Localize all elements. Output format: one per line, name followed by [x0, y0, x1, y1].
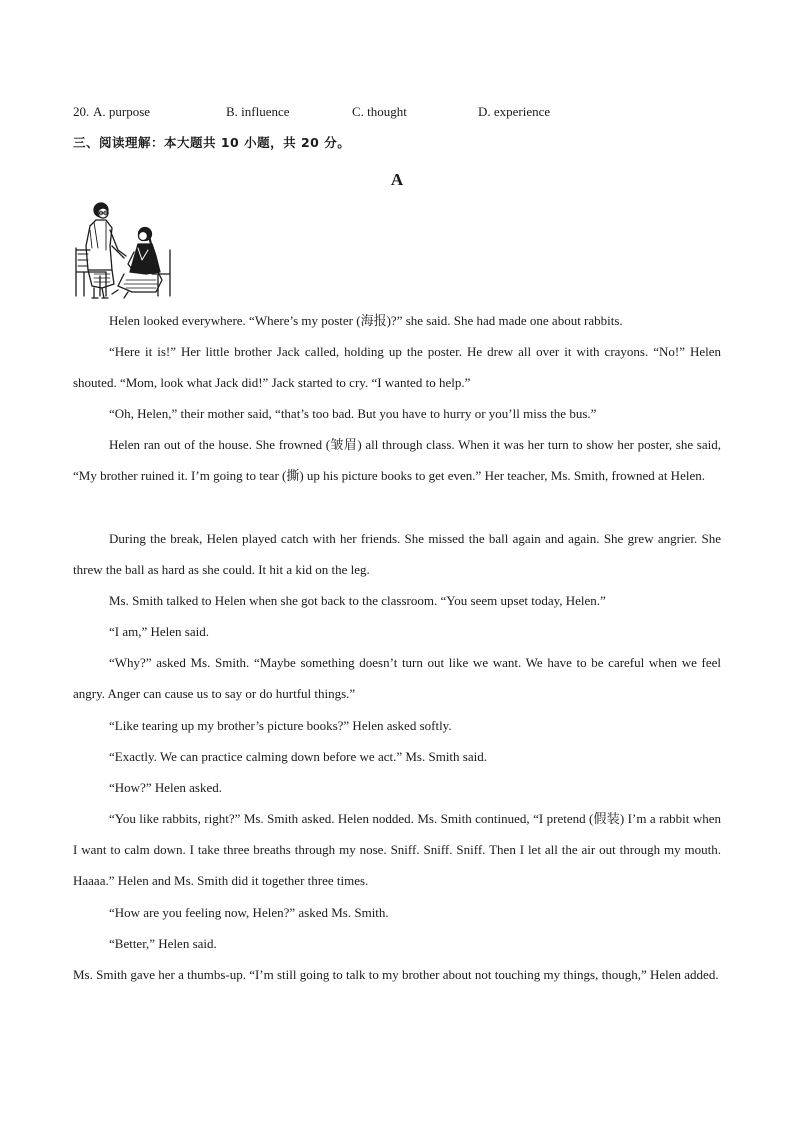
section-heading: 三、阅读理解：本大题共 10 小题，共 20 分。 [73, 135, 351, 150]
paragraph-5: During the break, Helen played catch with her friends. She missed the ball again and again. She grew angrier. She threw the ball as hard as she could. It hit a kid on the leg. [73, 531, 721, 578]
passage-title: A [390, 170, 404, 189]
paragraph-6: Ms. Smith talked to Helen when she got back to the classroom. “You seem upset today, Helen.” [109, 593, 606, 608]
question-20 [73, 103, 733, 121]
paragraph-15: Ms. Smith gave her a thumbs-up. “I’m still going to talk to my brother about not touching my things, though,” Helen added. [73, 967, 719, 982]
paragraph-2: “Here it is!” Her little brother Jack called, holding up the poster. He drew all over it with crayons. “No!” Helen shouted. “Mom, look what Jack did!” Jack started to cry. “I wanted to help.” [73, 344, 721, 391]
paragraph-9: “Like tearing up my brother’s picture books?” Helen asked softly. [109, 718, 452, 733]
teacher-student-illustration [72, 200, 178, 302]
paragraph-7: “I am,” Helen said. [109, 624, 209, 639]
paragraph-11: “How?” Helen asked. [109, 780, 222, 795]
paragraph-12: “You like rabbits, right?” Ms. Smith asked. Helen nodded. Ms. Smith continued, “I pretend (假装) I’m a rabbit when I want to calm down. I take three breaths through my nose. Sniff. Sniff. Sniff. Then I let all the air out through my mouth. Haaaa.” Helen and Ms. Smith did it together three times. [73, 811, 721, 889]
option-b: B. influence [226, 104, 290, 119]
paragraph-1: Helen looked everywhere. “Where’s my poster (海报)?” she said. She had made one about rabbits. [109, 313, 623, 328]
paragraph-13: “How are you feeling now, Helen?” asked Ms. Smith. [109, 905, 389, 920]
option-d: D. experience [478, 104, 551, 119]
paragraph-3: “Oh, Helen,” their mother said, “that’s too bad. But you have to hurry or you’ll miss the bus.” [109, 406, 597, 421]
question-number: 20. [73, 104, 90, 119]
paragraph-10: “Exactly. We can practice calming down before we act.” Ms. Smith said. [109, 749, 487, 764]
option-a: A. purpose [93, 104, 151, 119]
paragraph-4: Helen ran out of the house. She frowned (皱眉) all through class. When it was her turn to show her poster, she said, “My brother ruined it. I’m going to tear (撕) up his picture books to get even.” Her teacher, Ms. Smith, frowned at Helen. [73, 437, 721, 484]
paragraph-8: “Why?” asked Ms. Smith. “Maybe something doesn’t turn out like we want. We have to be careful when we feel angry. Anger can cause us to say or do hurtful things.” [73, 655, 721, 702]
paragraph-14: “Better,” Helen said. [109, 936, 217, 951]
option-c: C. thought [352, 104, 407, 119]
